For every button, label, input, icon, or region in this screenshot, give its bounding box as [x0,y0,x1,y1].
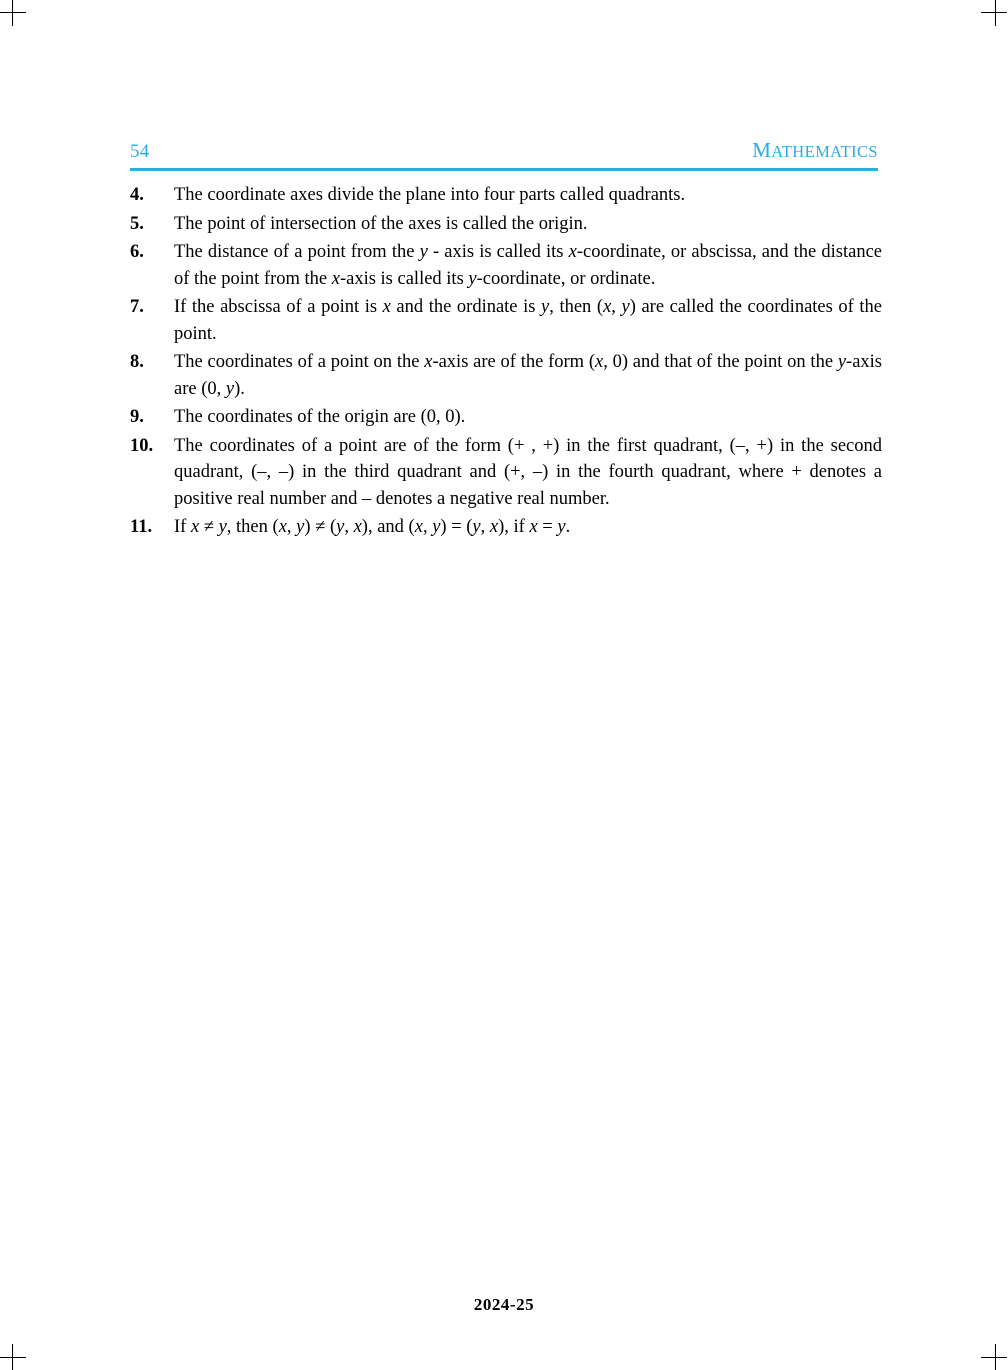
crop-mark-top-right-horizontal [981,12,1007,13]
list-item [130,349,882,402]
crop-mark-top-right-vertical [995,0,996,26]
list-item-text: The point of intersection of the axes is called the origin. [174,213,588,234]
crop-mark-bottom-right-horizontal [981,1357,1007,1358]
page-number: 54 [130,141,150,162]
list-item-number: 9. [130,407,144,427]
list-item-number: 6. [130,242,144,262]
list-item-text: The coordinates of a point are of the form (+ , +) in the first quadrant, (–, +) in the second quadrant, (–, –) in the third quadrant and (+, –) in the fourth quadrant, where + denotes a positive real number and – denotes a negative real number. [174,435,882,509]
list-item-number: 10. [130,435,154,456]
list-item-number: 11. [130,517,153,537]
page-header [130,138,878,163]
header-title-rest: ATHEMATICS [771,142,878,161]
crop-mark-bottom-left-horizontal [0,1357,26,1358]
list-item [130,182,882,209]
list-item-text: If the abscissa of a point is x and the ordinate is y, then (x, y) are called the coordinates of the point. [174,297,883,344]
list-item [130,514,882,541]
list-item [130,239,882,292]
list-item-number: 5. [130,213,144,234]
summary-list [130,182,882,543]
header-title-initial: M [752,138,772,162]
list-item [130,433,882,513]
header-title [752,138,878,163]
list-item-text: The coordinates of a point on the x-axis are of the form (x, 0) and that of the point on the y-axis are (0, y). [174,352,882,399]
list-item-text: If x ≠ y, then (x, y) ≠ (y, x), and (x, y) = (y, x), if x = y. [174,517,571,537]
list-item-text: The distance of a point from the y - axis is called its x-coordinate, or abscissa, and the distance of the point from the x-axis is called its y-coordinate, or ordinate. [174,242,882,289]
crop-mark-top-left-vertical [12,0,13,26]
header-divider [130,168,878,171]
list-item [130,404,882,431]
list-item-text: The coordinates of the origin are (0, 0). [174,407,466,427]
list-item-number: 7. [130,297,144,317]
crop-mark-top-left-horizontal [0,12,26,13]
list-item-text: The coordinate axes divide the plane into four parts called quadrants. [174,185,686,205]
page-footer: 2024-25 [473,1295,535,1314]
list-item [130,211,882,238]
list-item [130,294,882,347]
list-item-number: 8. [130,352,144,372]
list-item-number: 4. [130,185,144,205]
